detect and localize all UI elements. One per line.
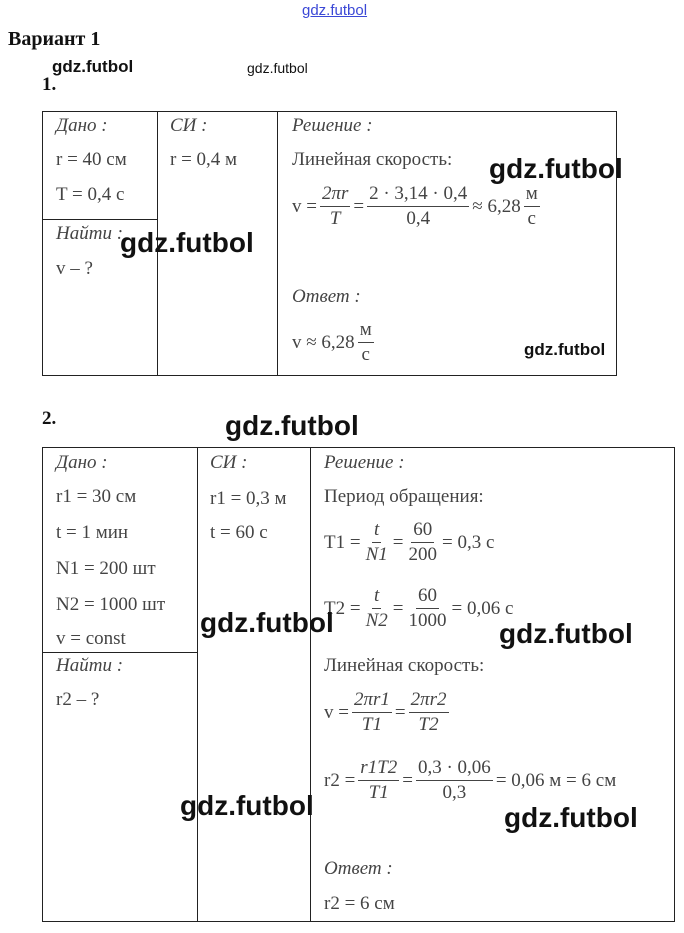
speed-title: Линейная скорость: <box>324 655 485 676</box>
numerator: t <box>372 586 381 609</box>
formula-result: = 0,06 с <box>451 597 514 619</box>
problem-2-table <box>42 447 675 922</box>
formula-lhs: v = <box>292 195 317 217</box>
numerator: 0,3 · 0,06 <box>416 758 493 781</box>
numerator: м <box>358 320 374 343</box>
speed-equation: v = $\frac{2\pi r1}{T1}$ = $\frac{2\pi r2}{T2}$ <box>324 689 447 735</box>
watermark-top[interactable]: gdz.futbol <box>302 2 368 19</box>
answer-label: Ответ : <box>324 858 393 879</box>
denominator: 1000 <box>408 609 447 631</box>
denominator: 0,3 <box>442 781 467 803</box>
numerator: r1T2 <box>358 758 399 781</box>
divider <box>277 111 278 376</box>
formula-result: ≈ 6,28 <box>472 195 521 217</box>
answer-label: Ответ : <box>292 286 361 307</box>
problem-1-number: 1. <box>42 74 57 95</box>
given-item: r1 = 30 см <box>56 486 137 507</box>
formula-lhs: v = <box>324 701 349 723</box>
formula-lhs: T2 = <box>324 597 361 619</box>
denominator: 0,4 <box>406 207 431 229</box>
given-item: v = const <box>56 628 126 649</box>
unit-fraction <box>524 184 540 230</box>
variant-heading: Вариант 1 <box>8 28 101 50</box>
given-item: r = 40 см <box>56 149 127 170</box>
divider <box>197 447 198 922</box>
numerator: t <box>372 520 381 543</box>
denominator: T1 <box>361 713 382 735</box>
solution-label: Решение : <box>292 115 373 136</box>
denominator: 200 <box>408 543 437 565</box>
find-label: Найти : <box>56 223 124 244</box>
given-item: N2 = 1000 шт <box>56 594 166 615</box>
solution-title: Линейная скорость: <box>292 149 453 170</box>
find-label: Найти : <box>56 655 124 676</box>
find-item: r2 – ? <box>56 689 100 710</box>
numerator: 60 <box>416 586 439 609</box>
fraction <box>416 758 493 804</box>
denominator: с <box>361 343 370 365</box>
fraction <box>409 690 449 736</box>
watermark: gdz.futbol <box>504 802 638 833</box>
given-item: t = 1 мин <box>56 522 129 543</box>
si-item: r = 0,4 м <box>170 149 238 170</box>
fraction <box>364 520 390 566</box>
denominator: T1 <box>368 781 389 803</box>
unit-fraction <box>358 320 374 366</box>
velocity-formula <box>292 184 543 230</box>
denominator: с <box>527 207 536 229</box>
find-item: v – ? <box>56 258 93 279</box>
fraction <box>367 184 469 230</box>
fraction <box>320 184 350 230</box>
divider <box>42 652 197 653</box>
numerator: 2πr <box>320 184 350 207</box>
divider <box>310 447 311 922</box>
si-label: СИ : <box>170 115 208 136</box>
watermark: gdz.futbol <box>489 153 623 184</box>
si-item: t = 60 с <box>210 522 268 543</box>
denominator: N1 <box>365 543 388 565</box>
numerator: 2πr2 <box>409 690 449 713</box>
divider <box>42 219 157 220</box>
watermark: gdz.futbol <box>225 410 359 441</box>
formula-result: = 0,3 с <box>441 531 495 553</box>
problem-2-number: 2. <box>42 408 57 429</box>
period-1-formula: T1 = $\frac{t}{N1}$ = $\frac{60}{200}$ = 0,3 с <box>324 519 495 565</box>
watermark: gdz.futbol <box>200 607 334 638</box>
period-2-formula: T2 = $\frac{t}{N2}$ = $\frac{60}{1000}$ = 0,06 с <box>324 585 514 631</box>
fraction <box>406 520 439 566</box>
watermark: gdz.futbol <box>247 60 308 76</box>
numerator: 2πr1 <box>352 690 392 713</box>
period-title: Период обращения: <box>324 486 484 507</box>
watermark: gdz.futbol <box>499 618 633 649</box>
given-label: Дано : <box>56 115 108 136</box>
formula-result: = 0,06 м = 6 см <box>495 769 617 791</box>
fraction <box>406 586 448 632</box>
denominator: T2 <box>418 713 439 735</box>
watermark: gdz.futbol <box>524 340 606 359</box>
watermark: gdz.futbol <box>52 57 134 76</box>
formula-lhs: r2 = <box>324 769 356 791</box>
equals: = <box>353 195 365 217</box>
answer <box>292 320 377 366</box>
numerator: 60 <box>411 520 434 543</box>
fraction <box>352 690 392 736</box>
numerator: 2 · 3,14 · 0,4 <box>367 184 469 207</box>
si-item: r1 = 0,3 м <box>210 488 287 509</box>
answer: r2 = 6 см <box>324 893 395 914</box>
numerator: м <box>524 184 540 207</box>
watermark: gdz.futbol <box>120 227 254 258</box>
radius-formula: r2 = $\frac{r1T2}{T1}$ = $\frac{0,3 \cdot 0,06}{0,3}$ = 0,06 м = 6 см <box>324 757 617 803</box>
formula-lhs: T1 = <box>324 531 361 553</box>
answer-value: v ≈ 6,28 <box>292 331 355 353</box>
fraction <box>364 586 390 632</box>
fraction <box>358 758 399 804</box>
given-item: N1 = 200 шт <box>56 558 156 579</box>
given-item: T = 0,4 с <box>56 184 125 205</box>
given-label: Дано : <box>56 452 108 473</box>
solution-label: Решение : <box>324 452 405 473</box>
si-label: СИ : <box>210 452 248 473</box>
denominator: N2 <box>365 609 388 631</box>
denominator: T <box>329 207 341 229</box>
watermark: gdz.futbol <box>180 790 314 821</box>
